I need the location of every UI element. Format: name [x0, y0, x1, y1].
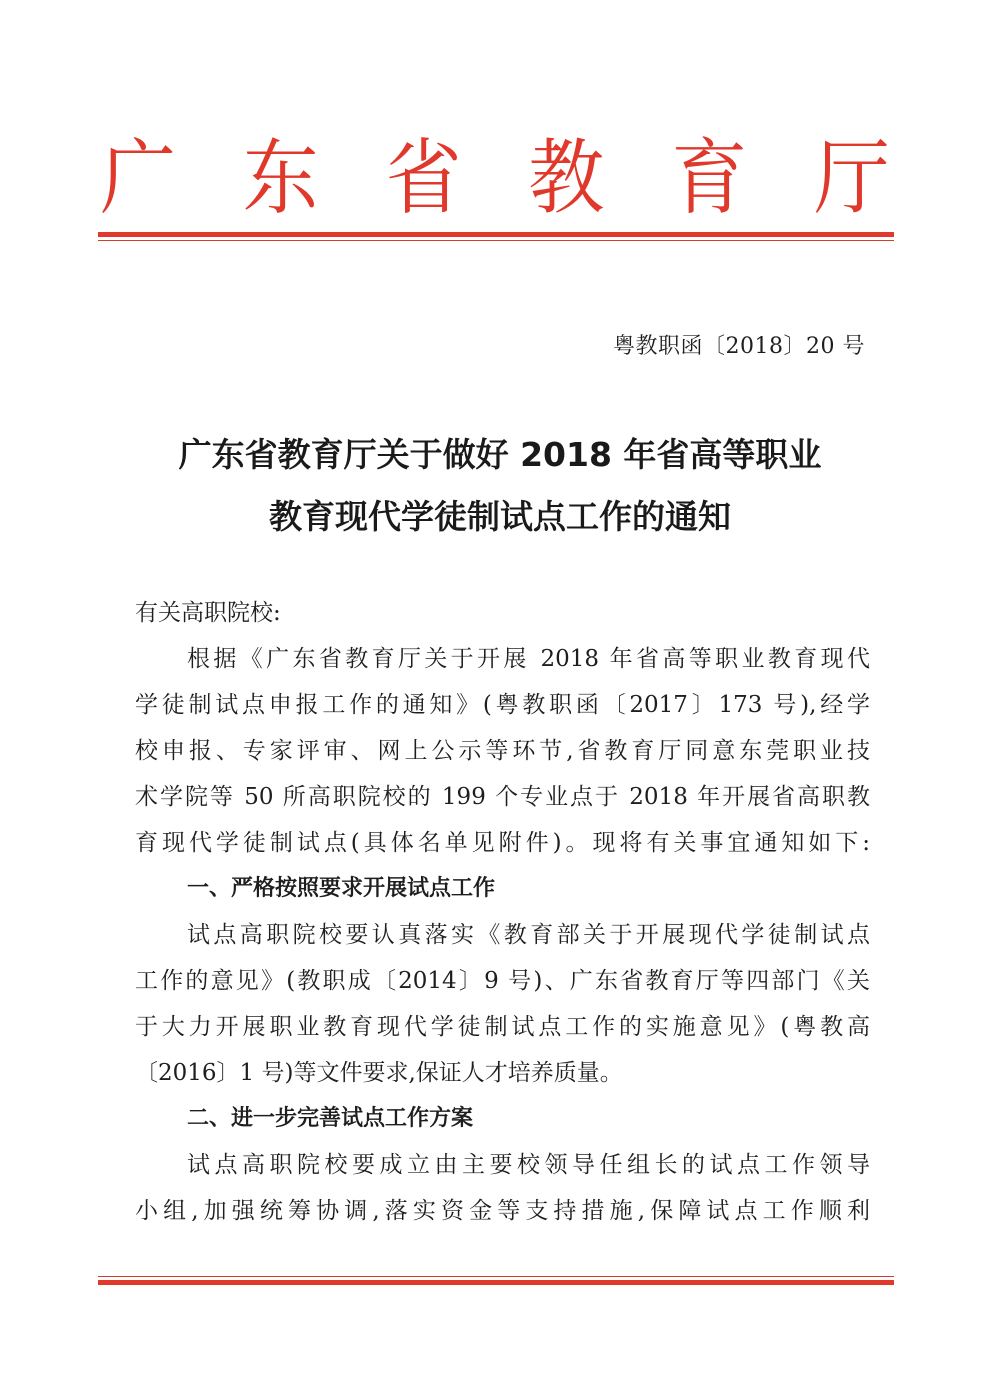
paragraph-line: 〔2016〕1 号)等文件要求,保证人才培养质量。	[135, 1060, 623, 1086]
salutation: 有关高职院校:	[135, 600, 281, 626]
paragraph-line: 学徒制试点申报工作的通知》(粤教职函〔2017〕173 号),经学	[135, 692, 870, 718]
paragraph-line: 根据《广东省教育厅关于开展 2018 年省高等职业教育现代	[187, 646, 870, 672]
section-heading: 二、进一步完善试点工作方案	[187, 1106, 474, 1131]
rule-thick-line	[98, 1280, 894, 1285]
paragraph-line: 术学院等 50 所高职院校的 199 个专业点于 2018 年开展省高职教	[135, 784, 870, 810]
paragraph-line: 育现代学徒制试点(具体名单见附件)。现将有关事宜通知如下:	[135, 830, 870, 856]
masthead-char: 厅	[813, 129, 890, 226]
document-number: 粤教职函〔2018〕20 号	[613, 334, 865, 359]
rule-thin-line	[98, 1276, 894, 1277]
masthead-char: 东	[242, 129, 319, 226]
section-heading: 一、严格按照要求开展试点工作	[187, 876, 496, 901]
masthead-char: 教	[528, 129, 605, 226]
document-title	[120, 424, 880, 548]
paragraph-line: 小组,加强统筹协调,落实资金等支持措施,保障试点工作顺利	[135, 1198, 870, 1224]
masthead-char: 广	[100, 129, 176, 226]
rule-thick-line	[98, 232, 894, 237]
footer-red-rule	[98, 1276, 894, 1285]
paragraph-line: 试点高职院校要成立由主要校领导任组长的试点工作领导	[187, 1152, 870, 1178]
paragraph-line: 工作的意见》(教职成〔2014〕9 号)、广东省教育厅等四部门《关	[135, 968, 870, 994]
paragraph-line: 于大力开展职业教育现代学徒制试点工作的实施意见》(粤教高	[135, 1014, 870, 1040]
rule-thin-line	[98, 240, 894, 241]
document-body	[135, 590, 870, 1234]
masthead-char: 省	[385, 129, 462, 226]
header-red-rule	[98, 232, 894, 241]
paragraph-line: 校申报、专家评审、网上公示等环节,省教育厅同意东莞职业技	[135, 738, 870, 764]
paragraph-line: 试点高职院校要认真落实《教育部关于开展现代学徒制试点	[187, 922, 870, 948]
title-line: 广东省教育厅关于做好 2018 年省高等职业	[178, 435, 822, 474]
title-line: 教育现代学徒制试点工作的通知	[269, 497, 731, 536]
masthead-char: 育	[671, 129, 748, 226]
masthead	[100, 128, 890, 228]
